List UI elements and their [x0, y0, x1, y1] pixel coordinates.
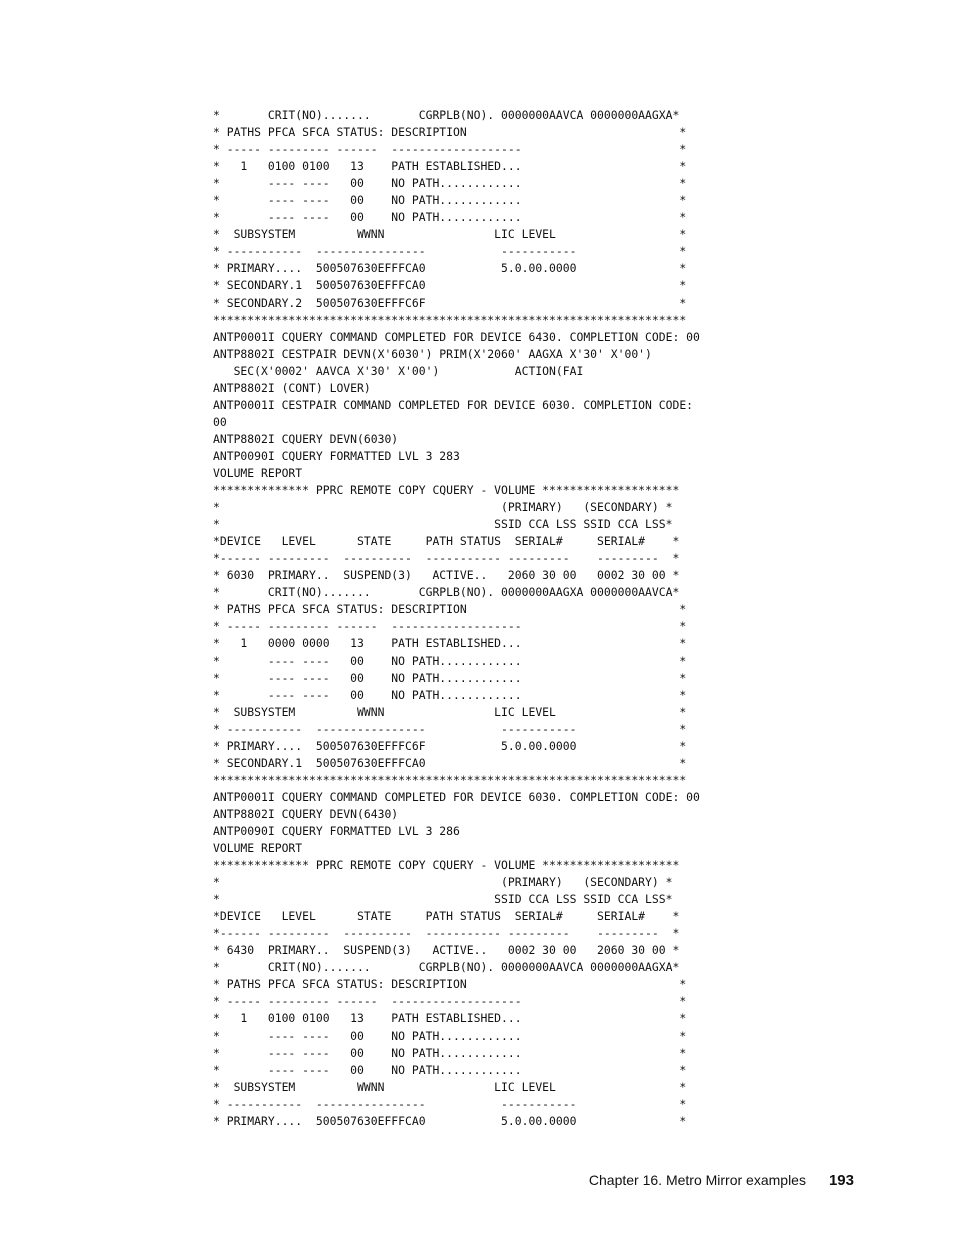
listing-line: * PATHS PFCA SFCA STATUS: DESCRIPTION * — [213, 125, 687, 140]
page-number: 193 — [828, 1172, 854, 1189]
listing-line: * SSID CCA LSS SSID CCA LSS* — [213, 517, 673, 532]
listing-line: ANTP0001I CQUERY COMMAND COMPLETED FOR DEVICE 6030. COMPLETION CODE: 00 — [213, 789, 700, 804]
listing-line: * SSID CCA LSS SSID CCA LSS* — [213, 892, 673, 907]
listing-line: * 6430 PRIMARY.. SUSPEND(3) ACTIVE.. 0002 30 00 2060 30 00 * — [213, 943, 680, 958]
listing-line: * ---- ---- 00 NO PATH............ * — [213, 210, 687, 225]
listing-line: * ---- ---- 00 NO PATH............ * — [213, 670, 687, 685]
listing-line: * ----------- ---------------- ----------- * — [213, 721, 687, 736]
listing-line: *DEVICE LEVEL STATE PATH STATUS SERIAL# SERIAL# * — [213, 909, 680, 924]
listing-line: * SECONDARY.1 500507630EFFFCA0 * — [213, 755, 687, 770]
chapter-title: Chapter 16. Metro Mirror examples — [588, 1172, 806, 1188]
listing-line: *------ --------- ---------- ----------- --------- --------- * — [213, 926, 680, 941]
listing-line: * PRIMARY.... 500507630EFFFCA0 5.0.00.0000 * — [213, 261, 687, 276]
listing-line: * ---- ---- 00 NO PATH............ * — [213, 1062, 687, 1077]
listing-line: * ---- ---- 00 NO PATH............ * — [213, 176, 687, 191]
code-listing — [213, 107, 700, 1130]
listing-line: SEC(X'0002' AAVCA X'30' X'00') ACTION(FAI — [213, 363, 584, 378]
listing-line: * SUBSYSTEM WWNN LIC LEVEL * — [213, 704, 687, 719]
listing-line: * 6030 PRIMARY.. SUSPEND(3) ACTIVE.. 2060 30 00 0002 30 00 * — [213, 568, 680, 583]
listing-line: ********************************************************************* — [213, 312, 687, 327]
listing-line: * ---- ---- 00 NO PATH............ * — [213, 193, 687, 208]
listing-line: VOLUME REPORT — [213, 841, 303, 856]
listing-line: ANTP8802I CESTPAIR DEVN(X'6030') PRIM(X'2060' AAGXA X'30' X'00') — [213, 346, 652, 361]
listing-line: ANTP0090I CQUERY FORMATTED LVL 3 283 — [213, 448, 460, 463]
listing-line: ********************************************************************* — [213, 772, 687, 787]
listing-line: * PATHS PFCA SFCA STATUS: DESCRIPTION * — [213, 602, 687, 617]
listing-line: * SUBSYSTEM WWNN LIC LEVEL * — [213, 227, 687, 242]
listing-line: * ---- ---- 00 NO PATH............ * — [213, 1045, 687, 1060]
listing-line: * PRIMARY.... 500507630EFFFC6F 5.0.00.0000 * — [213, 738, 687, 753]
page-footer — [589, 1172, 854, 1189]
listing-line: * PATHS PFCA SFCA STATUS: DESCRIPTION * — [213, 977, 687, 992]
listing-line: 00 — [213, 414, 227, 429]
listing-line: * 1 0000 0000 13 PATH ESTABLISHED... * — [213, 636, 687, 651]
listing-line: * ----- --------- ------ ------------------- * — [213, 142, 687, 157]
listing-line: * ----------- ---------------- ----------- * — [213, 1096, 687, 1111]
listing-line: * 1 0100 0100 13 PATH ESTABLISHED... * — [213, 1011, 687, 1026]
listing-line: * ---- ---- 00 NO PATH............ * — [213, 1028, 687, 1043]
listing-line: * CRIT(NO)....... CGRPLB(NO). 0000000AAGXA 0000000AAVCA* — [213, 585, 680, 600]
listing-line: * SUBSYSTEM WWNN LIC LEVEL * — [213, 1079, 687, 1094]
listing-line: * SECONDARY.1 500507630EFFFCA0 * — [213, 278, 687, 293]
listing-line: * PRIMARY.... 500507630EFFFCA0 5.0.00.0000 * — [213, 1113, 687, 1128]
listing-line: * ----------- ---------------- ----------- * — [213, 244, 687, 259]
listing-line: VOLUME REPORT — [213, 465, 303, 480]
listing-line: *DEVICE LEVEL STATE PATH STATUS SERIAL# SERIAL# * — [213, 534, 680, 549]
listing-line: * CRIT(NO)....... CGRPLB(NO). 0000000AAVCA 0000000AAGXA* — [213, 108, 680, 122]
listing-line: * ---- ---- 00 NO PATH............ * — [213, 687, 687, 702]
listing-line: ************** PPRC REMOTE COPY CQUERY - VOLUME ******************** — [213, 483, 680, 498]
listing-line: ANTP8802I (CONT) LOVER) — [213, 380, 371, 395]
listing-line: ANTP0001I CESTPAIR COMMAND COMPLETED FOR DEVICE 6030. COMPLETION CODE: — [213, 397, 694, 412]
listing-line: *------ --------- ---------- ----------- --------- --------- * — [213, 551, 680, 566]
listing-line: * CRIT(NO)....... CGRPLB(NO). 0000000AAVCA 0000000AAGXA* — [213, 960, 680, 975]
listing-line: * SECONDARY.2 500507630EFFFC6F * — [213, 295, 687, 310]
listing-line: * ----- --------- ------ ------------------- * — [213, 619, 687, 634]
listing-line: ANTP8802I CQUERY DEVN(6030) — [213, 431, 399, 446]
listing-line: * (PRIMARY) (SECONDARY) * — [213, 500, 673, 515]
listing-line: ANTP8802I CQUERY DEVN(6430) — [213, 806, 399, 821]
listing-line: ************** PPRC REMOTE COPY CQUERY - VOLUME ******************** — [213, 858, 680, 873]
listing-line: * ----- --------- ------ ------------------- * — [213, 994, 687, 1009]
listing-line: * ---- ---- 00 NO PATH............ * — [213, 653, 687, 668]
listing-line: * 1 0100 0100 13 PATH ESTABLISHED... * — [213, 159, 687, 174]
listing-line: * (PRIMARY) (SECONDARY) * — [213, 875, 673, 890]
listing-line: ANTP0090I CQUERY FORMATTED LVL 3 286 — [213, 823, 460, 838]
listing-line: ANTP0001I CQUERY COMMAND COMPLETED FOR DEVICE 6430. COMPLETION CODE: 00 — [213, 329, 700, 344]
